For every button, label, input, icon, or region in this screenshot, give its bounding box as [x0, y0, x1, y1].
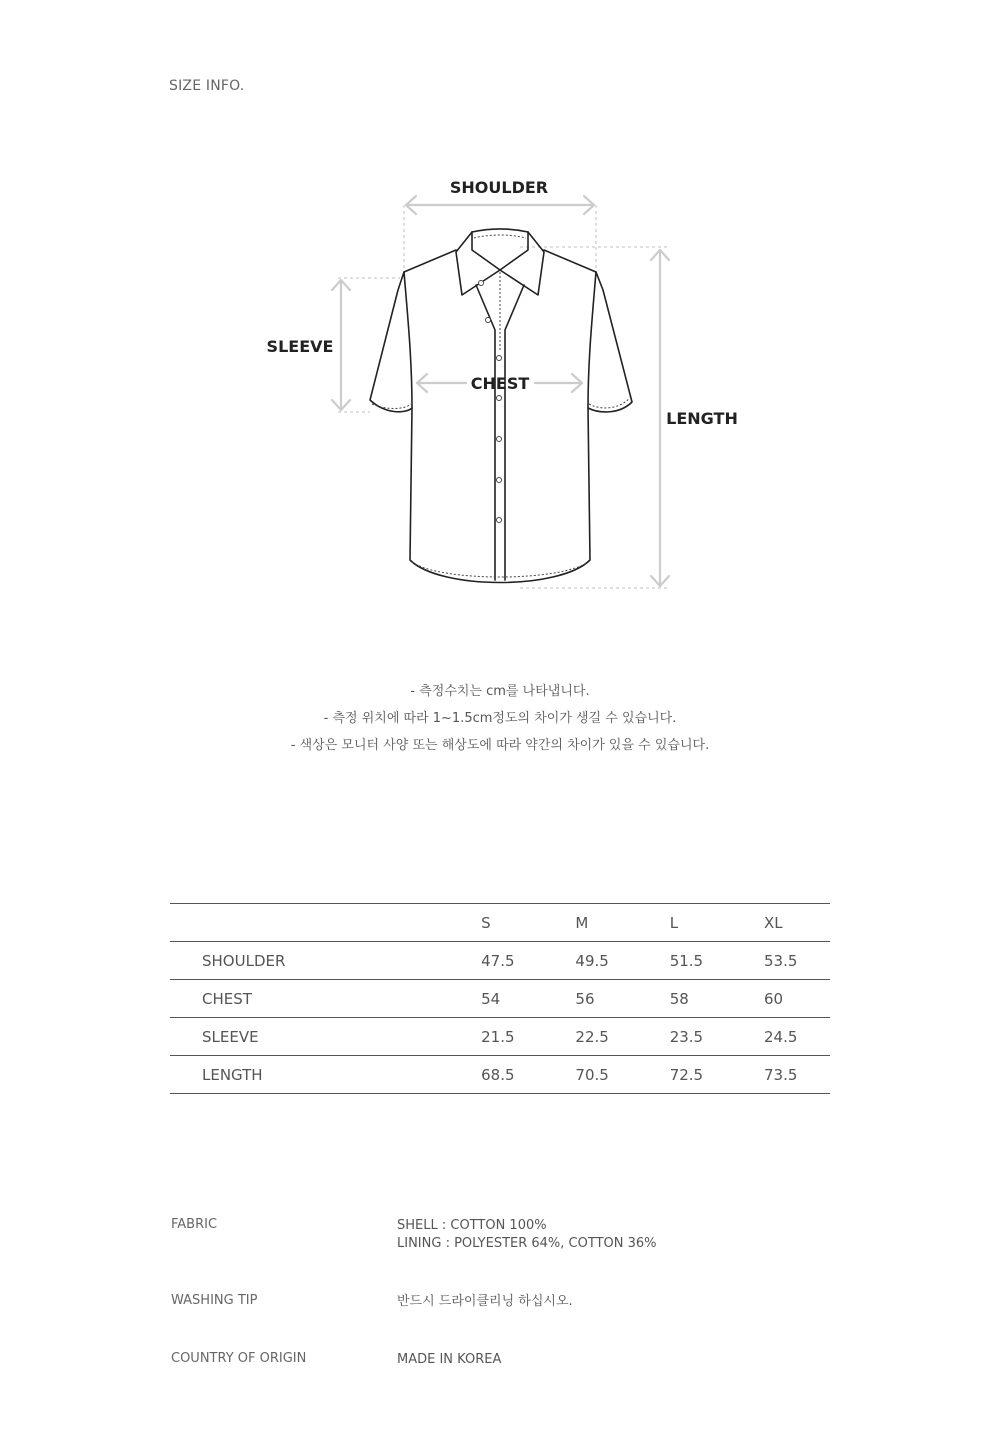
table-cell: 70.5	[575, 1056, 669, 1094]
table-row	[170, 980, 830, 1018]
chest-label: CHEST	[470, 374, 530, 393]
table-row	[170, 1018, 830, 1056]
button-icon	[497, 478, 502, 483]
table-header-cell	[170, 904, 481, 942]
button-icon	[486, 318, 491, 323]
table-header-cell: XL	[764, 904, 830, 942]
shirt-size-diagram	[0, 160, 1000, 610]
table-cell: 54	[481, 980, 575, 1018]
section-title: SIZE INFO.	[169, 78, 245, 94]
sleeve-label: SLEEVE	[266, 337, 334, 356]
table-cell: 58	[670, 980, 764, 1018]
row-label: CHEST	[170, 980, 481, 1018]
fabric-value	[397, 1217, 857, 1253]
table-header-cell: S	[481, 904, 575, 942]
table-cell: 56	[575, 980, 669, 1018]
table-cell: 51.5	[670, 942, 764, 980]
note-line: - 측정수치는 cm를 나타냅니다.	[410, 684, 590, 699]
table-cell: 49.5	[575, 942, 669, 980]
country-of-origin-value: MADE IN KOREA	[397, 1352, 502, 1367]
table-cell: 21.5	[481, 1018, 575, 1056]
size-table	[170, 903, 830, 1094]
button-icon	[497, 396, 502, 401]
guide-lines	[338, 205, 668, 588]
button-icon	[497, 518, 502, 523]
button-icon	[497, 356, 502, 361]
button-icon	[497, 437, 502, 442]
row-label: SLEEVE	[170, 1018, 481, 1056]
length-label: LENGTH	[666, 409, 738, 428]
table-cell: 73.5	[764, 1056, 830, 1094]
table-cell: 68.5	[481, 1056, 575, 1094]
table-header-cell: M	[575, 904, 669, 942]
table-header-row	[170, 904, 830, 942]
fabric-label: FABRIC	[171, 1217, 218, 1232]
shoulder-label: SHOULDER	[449, 178, 549, 197]
table-cell: 22.5	[575, 1018, 669, 1056]
washing-tip-label: WASHING TIP	[171, 1293, 258, 1308]
table-cell: 24.5	[764, 1018, 830, 1056]
table-row	[170, 1056, 830, 1094]
country-of-origin-label: COUNTRY OF ORIGIN	[171, 1351, 307, 1366]
table-cell: 53.5	[764, 942, 830, 980]
button-icon	[479, 281, 484, 286]
note-line: - 색상은 모니터 사양 또는 해상도에 따라 약간의 차이가 있을 수 있습니다.	[290, 738, 710, 753]
fabric-line: SHELL : COTTON 100%	[397, 1218, 547, 1233]
table-header-cell: L	[670, 904, 764, 942]
table-cell: 72.5	[670, 1056, 764, 1094]
note-line: - 측정 위치에 따라 1~1.5cm정도의 차이가 생길 수 있습니다.	[323, 711, 677, 726]
table-cell: 47.5	[481, 942, 575, 980]
table-cell: 60	[764, 980, 830, 1018]
table-cell: 23.5	[670, 1018, 764, 1056]
washing-tip-value: 반드시 드라이클리닝 하십시오.	[397, 1294, 573, 1309]
row-label: SHOULDER	[170, 942, 481, 980]
table-row	[170, 942, 830, 980]
measurement-notes	[0, 678, 1000, 759]
fabric-line: LINING : POLYESTER 64%, COTTON 36%	[397, 1236, 657, 1251]
row-label: LENGTH	[170, 1056, 481, 1094]
